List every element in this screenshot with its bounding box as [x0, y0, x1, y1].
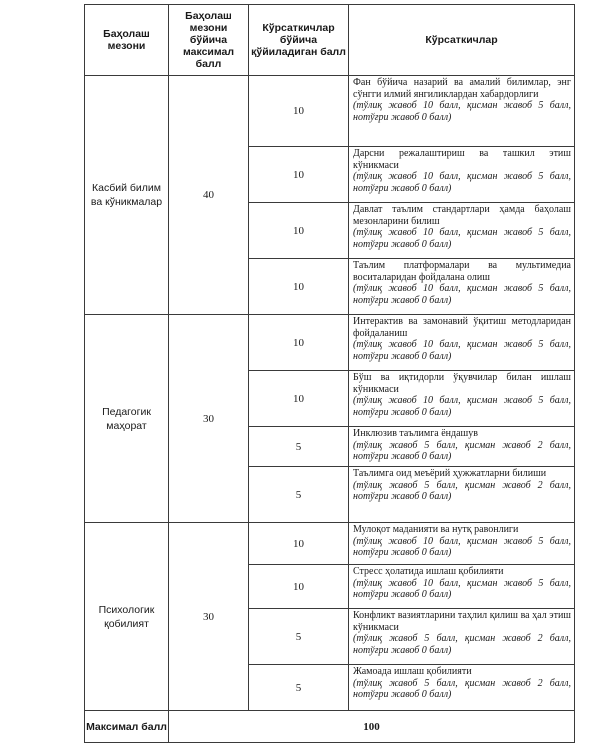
indicator-cell: [349, 315, 575, 371]
indicator-points: 5: [249, 665, 349, 711]
table-row: [85, 523, 575, 565]
indicator-cell: [349, 371, 575, 427]
header-indicators: Кўрсаткичлар: [349, 5, 575, 76]
table-footer-row: [85, 711, 575, 743]
indicator-cell: [349, 203, 575, 259]
indicator-points: 5: [249, 467, 349, 523]
criterion-name: Педагогик маҳорат: [85, 315, 169, 523]
indicator-text: Инклюзив таълимга ёндашув: [353, 428, 478, 439]
table-header-row: [85, 5, 575, 76]
criterion-max-score: 30: [169, 315, 249, 523]
indicator-points: 10: [249, 371, 349, 427]
indicator-text: Стресс ҳолатида ишлаш қобилияти: [353, 566, 504, 577]
indicator-scoring-note: (тўлиқ жавоб 5 балл, қисман жавоб 2 балл, нотўғри жавоб 0 балл): [353, 633, 571, 656]
indicator-scoring-note: (тўлиқ жавоб 5 балл, қисман жавоб 2 балл, нотўғри жавоб 0 балл): [353, 439, 571, 463]
indicator-text: Дарсни режалаштириш ва ташкил этиш кўникмаси: [353, 148, 571, 171]
indicator-points: 10: [249, 565, 349, 609]
indicator-scoring-note: (тўлиқ жавоб 5 балл, қисман жавоб 2 балл, нотўғри жавоб 0 балл): [353, 479, 571, 503]
indicator-text: Мулоқот маданияти ва нутқ равонлиги: [353, 524, 519, 535]
indicator-cell: [349, 609, 575, 665]
indicator-scoring-note: (тўлиқ жавоб 10 балл, қисман жавоб 5 балл, нотўғри жавоб 0 балл): [353, 577, 571, 601]
criterion-max-score: 40: [169, 76, 249, 315]
indicator-cell: [349, 565, 575, 609]
max-total-label: Максимал балл: [85, 711, 169, 743]
criterion-max-score: 30: [169, 523, 249, 711]
indicator-points: 5: [249, 609, 349, 665]
indicator-scoring-note: (тўлиқ жавоб 10 балл, қисман жавоб 5 балл, нотўғри жавоб 0 балл): [353, 395, 571, 418]
indicator-scoring-note: (тўлиқ жавоб 10 балл, қисман жавоб 5 балл, нотўғри жавоб 0 балл): [353, 100, 571, 123]
indicator-scoring-note: (тўлиқ жавоб 10 балл, қисман жавоб 5 балл, нотўғри жавоб 0 балл): [353, 339, 571, 362]
indicator-text: Таълим платформалари ва мультимедиа воситаларидан фойдалана олиш: [353, 260, 571, 283]
indicator-scoring-note: (тўлиқ жавоб 10 балл, қисман жавоб 5 балл, нотўғри жавоб 0 балл): [353, 283, 571, 306]
header-max-score: Баҳолаш мезони бўйича максимал балл: [169, 5, 249, 76]
indicator-text: Таълимга оид меъёрий ҳужжатларни билиши: [353, 468, 547, 479]
indicator-text: Давлат таълим стандартлари ҳамда баҳолаш мезонларини билиш: [353, 204, 571, 227]
indicator-points: 5: [249, 427, 349, 467]
indicator-points: 10: [249, 315, 349, 371]
indicator-cell: [349, 427, 575, 467]
indicator-text: Бўш ва иқтидорли ўқувчилар билан ишлаш кўникмаси: [353, 372, 571, 395]
indicator-points: 10: [249, 523, 349, 565]
indicator-points: 10: [249, 259, 349, 315]
indicator-text: Фан бўйича назарий ва амалий билимлар, энг сўнгги илмий янгиликлардан хабардорлиги: [353, 77, 571, 100]
criterion-name: Психологик қобилият: [85, 523, 169, 711]
criteria-table: [84, 4, 575, 743]
indicator-text: Конфликт вазиятларини таҳлил қилиш ва ҳал этиш кўникмаси: [353, 610, 571, 633]
table-row: [85, 76, 575, 147]
indicator-scoring-note: (тўлиқ жавоб 5 балл, қисман жавоб 2 балл, нотўғри жавоб 0 балл): [353, 677, 571, 701]
indicator-cell: [349, 147, 575, 203]
header-criterion: Баҳолаш мезони: [85, 5, 169, 76]
indicator-scoring-note: (тўлиқ жавоб 10 балл, қисман жавоб 5 балл, нотўғри жавоб 0 балл): [353, 171, 571, 194]
indicator-points: 10: [249, 147, 349, 203]
indicator-text: Интерактив ва замонавий ўқитиш методларидан фойдаланиш: [353, 316, 571, 339]
indicator-scoring-note: (тўлиқ жавоб 10 балл, қисман жавоб 5 балл, нотўғри жавоб 0 балл): [353, 535, 571, 559]
header-indicator-score: Кўрсаткичлар бўйича қўйиладиган балл: [249, 5, 349, 76]
indicator-scoring-note: (тўлиқ жавоб 10 балл, қисман жавоб 5 балл, нотўғри жавоб 0 балл): [353, 227, 571, 250]
indicator-cell: [349, 467, 575, 523]
indicator-cell: [349, 523, 575, 565]
indicator-cell: [349, 76, 575, 147]
indicator-points: 10: [249, 76, 349, 147]
indicator-cell: [349, 665, 575, 711]
indicator-points: 10: [249, 203, 349, 259]
indicator-text: Жамоада ишлаш қобилияти: [353, 666, 472, 677]
table-row: [85, 315, 575, 371]
indicator-cell: [349, 259, 575, 315]
max-total-value: 100: [169, 711, 575, 743]
criterion-name: Касбий билим ва кўникмалар: [85, 76, 169, 315]
